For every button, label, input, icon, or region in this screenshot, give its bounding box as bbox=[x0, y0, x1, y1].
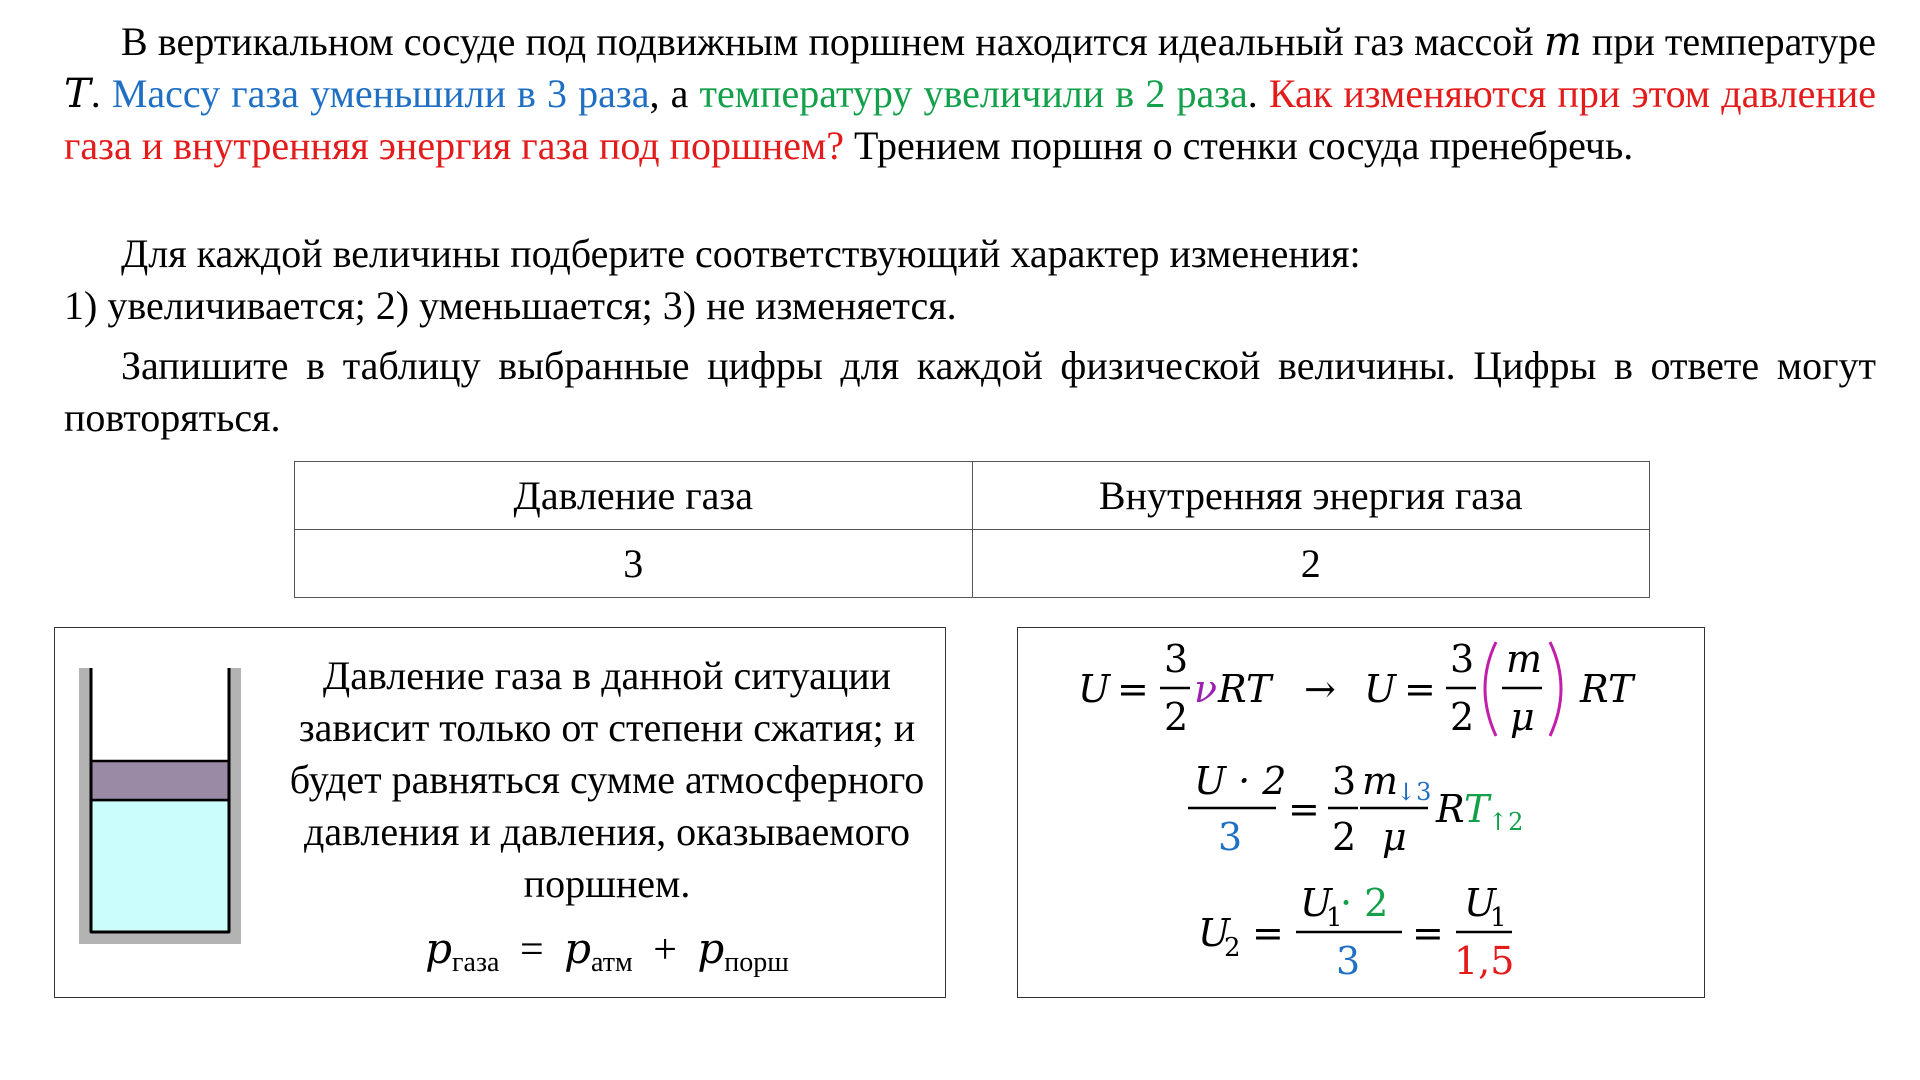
molar-mass-symbol: μ bbox=[1382, 815, 1407, 859]
equals-sign: = bbox=[1288, 787, 1320, 831]
fraction-denominator: 2 bbox=[1450, 695, 1475, 739]
problem-text: , а bbox=[649, 71, 700, 116]
mass-symbol: m bbox=[1506, 637, 1543, 681]
temperature-change-text: температуру увеличили в 2 раза bbox=[699, 71, 1248, 116]
problem-text: . bbox=[90, 71, 112, 116]
pressure-symbol: p bbox=[564, 924, 592, 973]
subscript-1: 1 bbox=[1490, 903, 1507, 933]
problem-text: В вертикальном сосуде под подвижным поршнем находится идеальный газ массой bbox=[121, 19, 1544, 64]
fraction-denominator: 3 bbox=[1336, 939, 1361, 983]
arrow-icon: → bbox=[1304, 667, 1336, 711]
answer-options: 1) увеличивается; 2) уменьшается; 3) не изменяется. bbox=[64, 283, 957, 328]
table-instruction: Запишите в таблицу выбранные цифры для каждой физической величины. Цифры в ответе могут повторяться. bbox=[64, 343, 1876, 440]
header-pressure: Давление газа bbox=[295, 462, 973, 530]
energy-times-two: U · 2 bbox=[1194, 759, 1287, 803]
energy-derivation-box bbox=[1017, 627, 1705, 998]
temperature-symbol: T bbox=[1464, 787, 1490, 831]
formula-line-2 bbox=[1188, 759, 1523, 859]
fraction-denominator: 3 bbox=[1218, 815, 1243, 859]
subscript-gas: газа bbox=[452, 947, 500, 978]
energy-symbol: U bbox=[1300, 881, 1333, 925]
pressure-explanation-text: Давление газа в данной ситуации зависит только от степени сжатия; и будет равняться сумме атмосферного давления и давления, оказываемого поршнем. bbox=[289, 653, 925, 906]
question-text: Как изменяются при этом давление газа и внутренняя энергия газа под поршнем? bbox=[64, 71, 1877, 168]
mass-change-text: Массу газа уменьшили в 3 раза bbox=[111, 71, 650, 116]
header-energy: Внутренняя энергия газа bbox=[972, 462, 1650, 530]
problem-statement bbox=[64, 16, 1876, 172]
fraction-numerator: 3 bbox=[1450, 637, 1475, 681]
subscript-2: 2 bbox=[1224, 933, 1241, 963]
pressure-symbol: p bbox=[425, 924, 453, 973]
times-two: · 2 bbox=[1340, 881, 1389, 925]
pressure-symbol: p bbox=[697, 924, 725, 973]
vessel-wall-bottom bbox=[79, 932, 241, 944]
gas-volume bbox=[91, 800, 229, 932]
fraction-denominator: 2 bbox=[1332, 815, 1357, 859]
equals-sign: = bbox=[519, 927, 544, 973]
moles-symbol: ν bbox=[1194, 667, 1218, 711]
energy-symbol: U bbox=[1198, 911, 1231, 955]
problem-text: . bbox=[1247, 71, 1269, 116]
formula-line-1 bbox=[1078, 637, 1636, 739]
piston-vessel-diagram bbox=[79, 668, 259, 968]
equals-sign: = bbox=[1404, 667, 1436, 711]
rt-symbol: RT bbox=[1218, 667, 1272, 711]
pressure-formula bbox=[287, 924, 927, 979]
mass-decrease-marker: ↓3 bbox=[1396, 778, 1432, 806]
value-pressure[interactable]: 3 bbox=[295, 530, 973, 598]
mass-symbol: m bbox=[1362, 759, 1399, 803]
problem-text: Трением поршня о стенки сосуда пренебречь. bbox=[844, 123, 1634, 168]
subscript-1: 1 bbox=[1326, 903, 1343, 933]
equals-sign: = bbox=[1412, 911, 1444, 955]
table-value-row bbox=[295, 530, 1650, 598]
gas-constant: R bbox=[1436, 787, 1465, 831]
result-denominator: 1,5 bbox=[1454, 939, 1515, 983]
energy-symbol: U bbox=[1464, 881, 1497, 925]
equals-sign: = bbox=[1117, 667, 1149, 711]
fraction-denominator: 2 bbox=[1164, 695, 1189, 739]
temperature-symbol: T bbox=[64, 71, 91, 117]
formula-line-3 bbox=[1198, 881, 1514, 983]
subscript-piston: порш bbox=[724, 947, 789, 978]
left-paren bbox=[1485, 642, 1496, 736]
problem-text: при температуре bbox=[1581, 19, 1877, 64]
subscript-atm: атм bbox=[591, 947, 633, 978]
temperature-increase-marker: ↑2 bbox=[1488, 808, 1524, 836]
rt-symbol: RT bbox=[1580, 667, 1634, 711]
right-paren bbox=[1550, 642, 1561, 736]
piston[interactable] bbox=[91, 761, 229, 800]
fraction-numerator: 3 bbox=[1164, 637, 1189, 681]
equals-sign: = bbox=[1252, 911, 1284, 955]
value-energy[interactable]: 2 bbox=[972, 530, 1650, 598]
vessel-wall-left bbox=[79, 668, 91, 944]
fraction-numerator: 3 bbox=[1332, 759, 1357, 803]
answer-table bbox=[294, 461, 1650, 598]
instruction-text: Для каждой величины подберите соответствующий характер изменения: bbox=[121, 231, 1361, 276]
table-header-row bbox=[295, 462, 1650, 530]
vessel-wall-right bbox=[229, 668, 241, 944]
plus-sign: + bbox=[653, 927, 677, 973]
molar-mass-symbol: μ bbox=[1510, 695, 1535, 739]
pressure-explanation-box bbox=[54, 627, 946, 998]
energy-derivation bbox=[1018, 628, 1704, 997]
mass-symbol: m bbox=[1543, 19, 1582, 65]
energy-symbol: U bbox=[1364, 667, 1397, 711]
energy-symbol: U bbox=[1078, 667, 1111, 711]
